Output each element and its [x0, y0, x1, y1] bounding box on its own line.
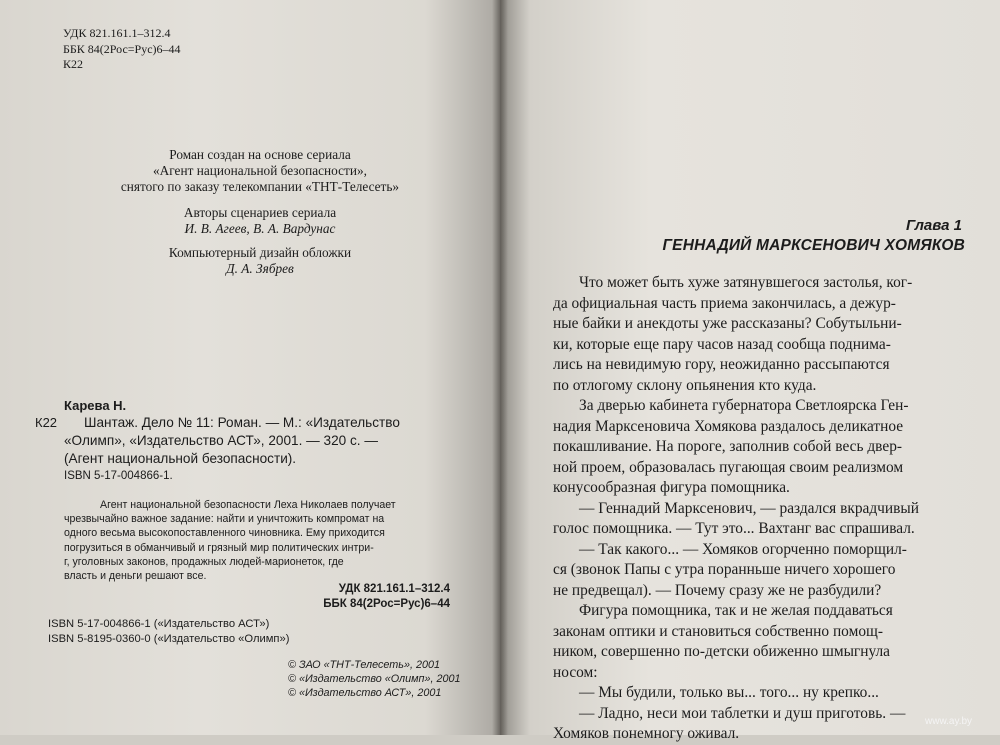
book-gutter	[492, 0, 508, 735]
isbn-line: ISBN 5-8195-0360-0 («Издательство «Олимп»)	[48, 633, 290, 645]
udk-line: УДК 821.161.1–312.4	[63, 26, 171, 40]
screenwriters-names: И. В. Агеев, В. А. Вардунас	[184, 221, 336, 236]
udk-line: УДК 821.161.1–312.4	[338, 583, 450, 595]
screenwriters-label: Авторы сценариев сериала	[183, 205, 337, 220]
bib-line: Шантаж. Дело № 11: Роман. — М.: «Издательство	[84, 415, 400, 430]
text-line: надия Марксеновича Хомякова раздалось деликатное	[553, 417, 904, 435]
annotation-line: Агент национальной безопасности Леха Николаев получает	[100, 499, 396, 511]
chapter-title: ГЕННАДИЙ МАРКСЕНОВИЧ ХОМЯКОВ	[662, 237, 965, 254]
text-line: — Ладно, неси мои таблетки и душ приготовь. —	[579, 704, 906, 722]
bib-line: (Агент национальной безопасности).	[64, 451, 297, 466]
based-on-line: снятого по заказу телекомпании «ТНТ-Телесеть»	[120, 179, 400, 194]
cover-designer-name: Д. А. Зябрев	[226, 261, 294, 276]
text-line: ки, которые еще пару часов назад сообща поднима-	[553, 335, 891, 353]
text-line: Хомяков понемногу оживал.	[553, 725, 740, 742]
copyright-line: © ЗАО «ТНТ-Телесеть», 2001	[288, 659, 440, 671]
annotation-line: одного весьма высокопоставленного чиновника. Ему приходится	[64, 527, 385, 540]
annotation-line: власть и деньги решают все.	[64, 570, 207, 583]
text-line: да официальная часть приема закончилась, а дежур-	[553, 294, 896, 312]
annotation-line: погрузиться в обманчивый и грязный мир политических интри-	[64, 541, 374, 554]
copyright-line: © «Издательство «Олимп», 2001	[288, 673, 461, 685]
author-code-line: К22	[63, 57, 84, 71]
annotation-line: г, уголовных законов, продажных людей-марионеток, где	[64, 555, 344, 568]
udk-classification-bottom	[250, 582, 450, 612]
text-line: голос помощника. — Тут это... Вахтанг вас спрашивал.	[553, 520, 915, 537]
text-line: ся (звонок Папы с утра поранньше ничего хорошего	[553, 561, 896, 578]
text-line: лись на невидимую гору, неожиданно рассыпаются	[553, 356, 890, 373]
bbk-line: ББК 84(2Рос=Рус)6–44	[323, 598, 450, 610]
chapter-text	[553, 273, 963, 745]
copyright-notices	[288, 658, 461, 700]
text-line: покашливание. На пороге, заполнив собой весь двер-	[553, 438, 903, 455]
isbn-list	[48, 617, 289, 647]
based-on-series	[60, 147, 460, 195]
udk-classification-top	[63, 26, 181, 73]
chapter-number: Глава 1	[905, 217, 962, 234]
bib-line: «Олимп», «Издательство АСТ», 2001. — 320 с. —	[64, 433, 378, 448]
text-line: Фигура помощника, так и не желая поддаваться	[579, 602, 893, 619]
author-name: Карева Н.	[64, 398, 127, 413]
watermark: www.ay.by	[925, 716, 973, 727]
text-line: законам оптики и становиться собственно помощ-	[553, 622, 883, 640]
isbn-short: ISBN 5-17-004866-1.	[64, 470, 173, 482]
text-line: — Мы будили, только вы... того... ну крепко...	[579, 684, 879, 701]
cover-design-credit	[60, 245, 460, 277]
author-code-side: К22	[35, 415, 58, 430]
based-on-line: Роман создан на основе сериала	[169, 147, 351, 162]
text-line: ные байки и анекдоты уже рассказаны? Собутыльни-	[553, 315, 902, 332]
text-line: — Геннадий Марксенович, — раздался вкрадчивый	[579, 499, 919, 517]
isbn-line: ISBN 5-17-004866-1 («Издательство АСТ»)	[48, 618, 270, 630]
text-line: конусообразная фигура помощника.	[553, 479, 790, 496]
annotation-line: чрезвычайно важное задание: найти и уничтожить компромат на	[64, 513, 385, 526]
bibliographic-record	[64, 414, 464, 468]
text-line: не предвещал). — Почему сразу же не разбудили?	[553, 581, 882, 599]
text-line: — Так какого... — Хомяков огорченно поморщил-	[579, 540, 907, 558]
copyright-line: © «Издательство АСТ», 2001	[288, 687, 442, 699]
annotation	[64, 498, 460, 583]
screenwriters-credit	[60, 205, 460, 237]
text-line: ной проем, образовалась пугающая своим реализмом	[553, 458, 904, 476]
text-line: по отлогому склону опьянения кто куда.	[553, 376, 817, 394]
text-line: Что может быть хуже затянувшегося застолья, ког-	[579, 274, 913, 291]
based-on-line: «Агент национальной безопасности»,	[153, 163, 367, 178]
text-line: За дверью кабинета губернатора Светлоярска Ген-	[579, 397, 909, 414]
text-line: носом:	[553, 663, 598, 681]
text-line: ником, совершенно по-детски обиженно шмыгнула	[553, 643, 891, 660]
bbk-line: ББК 84(2Рос=Рус)6–44	[63, 41, 181, 56]
cover-design-label: Компьютерный дизайн обложки	[168, 245, 352, 260]
